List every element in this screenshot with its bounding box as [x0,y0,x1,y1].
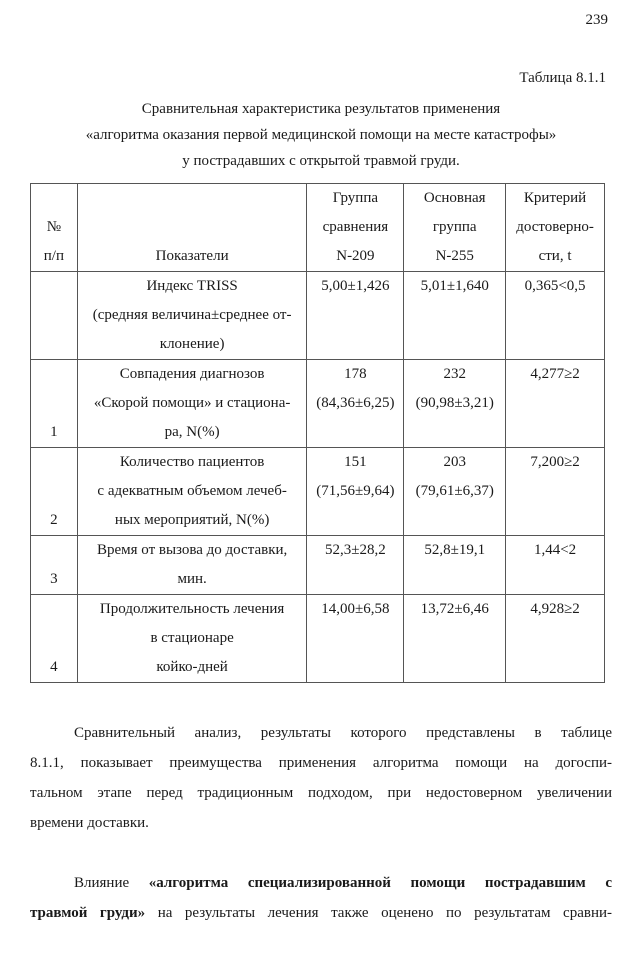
table-title-line: Сравнительная характеристика результатов применения [141,101,501,117]
header-main-line: группа [432,219,477,235]
indicator-line: ра, N(%) [164,424,220,440]
row-criterion: 4,928≥2 [506,595,605,683]
row-comparison-value: 52,3±28,2 [307,536,404,595]
paragraph-text: на результаты лечения также оценено по результатам сравни- [145,905,612,921]
table-title-line: «алгоритма оказания первой медицинской помощи на месте катастрофы» [85,127,557,143]
header-comparison [307,184,404,272]
header-comparison-line: сравнения [322,219,389,235]
header-num-line: п/п [43,248,64,264]
analysis-paragraph [30,718,612,838]
paragraph-bold-text: «алгоритма специализированной помощи пострадавшим с [148,875,612,891]
indicator-line: койко-дней [156,659,228,675]
header-num [31,184,78,272]
row-comparison-value: 178 (84,36±6,25) [307,360,404,448]
influence-paragraph [30,868,612,928]
header-indicator-label: Показатели [155,248,229,264]
paragraph-line [30,898,612,928]
header-criterion-line: сти, t [538,248,572,264]
row-main-value: 203 (79,61±6,37) [404,448,506,536]
paragraph-text: Влияние [74,875,149,891]
row-main-value: 5,01±1,640 [404,272,506,360]
row-number: 1 [31,360,78,448]
row-indicator [77,536,307,595]
indicator-line: ных мероприятий, N(%) [114,512,270,528]
header-criterion [506,184,605,272]
table-label: Таблица 8.1.1 [519,70,606,86]
row-comparison-value: 151 (71,56±9,64) [307,448,404,536]
header-main [404,184,506,272]
table-row [31,595,605,683]
indicator-line: Продолжительность лечения [99,601,285,617]
page-number: 239 [585,12,608,28]
paragraph-bold-text: травмой груди» [30,905,146,921]
header-num-line: № [46,219,62,235]
indicator-line: мин. [177,571,207,587]
indicator-line: (средняя величина±среднее от- [92,307,292,323]
table-row [31,536,605,595]
row-comparison-value: 5,00±1,426 [307,272,404,360]
paragraph-line: тальном этапе перед традиционным подходом, при недостоверном увеличении [30,785,612,801]
row-number [31,272,78,360]
row-indicator [77,595,307,683]
row-criterion: 7,200≥2 [506,448,605,536]
row-indicator [77,272,307,360]
row-number: 4 [31,595,78,683]
header-main-line: Основная [423,190,486,206]
row-main-value: 13,72±6,46 [404,595,506,683]
table-header-row [31,184,605,272]
indicator-line: Количество пациентов [119,454,265,470]
table-title [30,96,612,174]
table-title-line: у пострадавших с открытой травмой груди. [182,153,460,169]
row-criterion: 4,277≥2 [506,360,605,448]
paragraph-line [30,868,612,898]
header-main-line: N-255 [435,248,474,264]
header-comparison-line: N-209 [336,248,375,264]
row-criterion: 0,365<0,5 [506,272,605,360]
row-comparison-value: 14,00±6,58 [307,595,404,683]
indicator-line: «Скорой помощи» и стациона- [93,395,291,411]
indicator-line: Время от вызова до доставки, [96,542,288,558]
indicator-line: Совпадения диагнозов [119,366,265,382]
indicator-line: в стационаре [150,630,234,646]
row-indicator [77,360,307,448]
header-comparison-line: Группа [332,190,379,206]
paragraph-line: времени доставки. [30,815,149,831]
header-criterion-line: достоверно- [516,219,594,235]
table-row [31,360,605,448]
table-row [31,448,605,536]
header-criterion-line: Критерий [523,190,587,206]
row-main-value: 232 (90,98±3,21) [404,360,506,448]
row-number: 3 [31,536,78,595]
header-indicator [77,184,307,272]
paragraph-line: Сравнительный анализ, результаты которого представлены в таблице [74,725,612,741]
paragraph-line: 8.1.1, показывает преимущества применения алгоритма помощи на догоспи- [30,755,612,771]
indicator-line: с адекватным объемом лечеб- [97,483,287,499]
row-criterion: 1,44<2 [506,536,605,595]
row-number: 2 [31,448,78,536]
table-row [31,272,605,360]
row-indicator [77,448,307,536]
results-table [30,183,605,683]
row-main-value: 52,8±19,1 [404,536,506,595]
indicator-line: Индекс TRISS [146,278,238,294]
indicator-line: клонение) [159,336,225,352]
